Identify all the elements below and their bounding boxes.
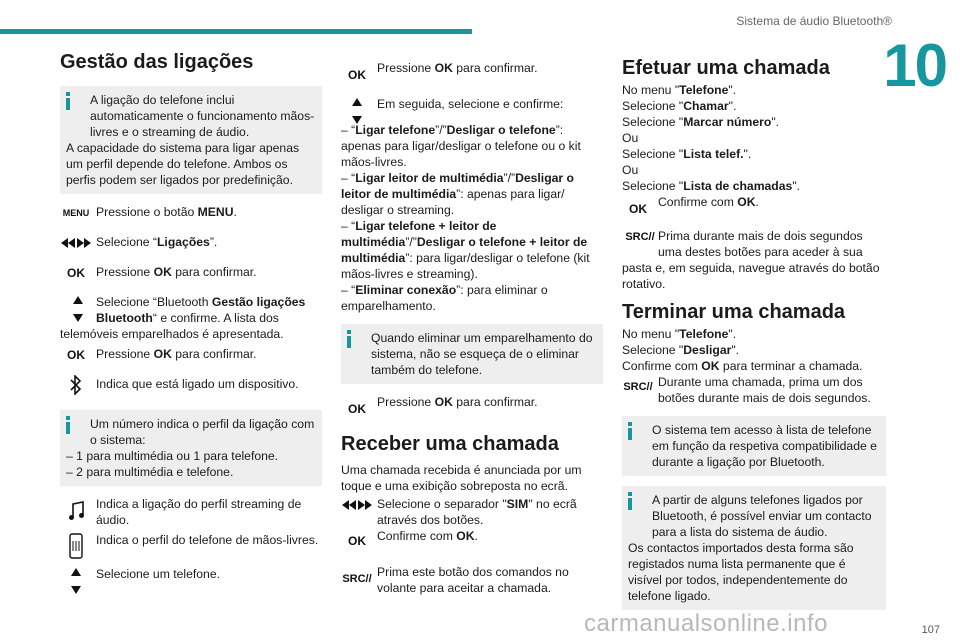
step-bluetooth: Selecione “Bluetooth Gestão ligações Bluetooth“ e confirme. A lista dos telemóveis emparelhados é apresentada. [60, 295, 306, 341]
heading-terminar: Terminar uma chamada [622, 301, 846, 323]
column-right [622, 56, 886, 620]
options-list [341, 122, 603, 314]
list-item: – “Ligar leitor de multimédia”/”Desligar o leitor de multimédia”: apenas para ligar/ desligar o streaming. [341, 171, 574, 217]
step-select-phone: Selecione um telefone. [60, 566, 322, 586]
column-left [60, 50, 322, 596]
step-confirm-ok: OK Confirme com OK. [622, 194, 886, 214]
step-streaming: Indica a ligação do perfil streaming de áudio. [60, 496, 322, 528]
step-handsfree: Indica o perfil do telefone de mãos-livres. [60, 532, 322, 552]
page-number: 107 [921, 624, 940, 636]
call-steps: No menu "Telefone". Selecione "Chamar". Selecione "Marcar número". Ou Selecione "Lista telef.". Ou Selecione "Lista de chamadas". [622, 83, 801, 193]
up-down-arrows-icon [341, 96, 373, 126]
menu-button-icon: MENU [62, 208, 90, 218]
src-button-icon: SRC // [342, 573, 372, 585]
info-icon [66, 416, 70, 434]
heading-efetuar: Efetuar uma chamada [622, 57, 830, 79]
watermark: carmanualsonline.info [584, 610, 828, 637]
step-hang-up: SRC // Durante uma chamada, prima um dos botões durante mais de dois segundos. [623, 375, 871, 405]
info-icon [347, 330, 351, 348]
end-steps: No menu "Telefone". Selecione "Desligar". Confirme com OK para terminar a chamada. [622, 327, 863, 373]
info-icon [66, 92, 70, 110]
paragraph: Uma chamada recebida é anunciada por um toque e uma exibição sobreposta no ecrã. [341, 463, 582, 493]
info-box [60, 86, 322, 194]
ok-button-icon: OK [348, 68, 366, 82]
heading-gestao: Gestão das ligações [60, 51, 254, 73]
list-item: – “Ligar telefone + leitor de multimédia”/”Desligar o telefone + leitor de multimédia”: para ligar/desligar o telefone (kit mãos-livres e streaming). [341, 219, 590, 281]
header-accent-bar [0, 29, 472, 34]
ok-button-icon: OK [67, 348, 85, 362]
info-text: A ligação do telefone inclui automaticamente o funcionamento mãos-livres e o streaming de áudio. [90, 93, 315, 139]
step-ok-confirm: OK Pressione OK para confirmar. [341, 60, 603, 80]
step-ok-1: OK Pressione OK para confirmar. [60, 264, 322, 284]
bluetooth-icon [60, 376, 92, 394]
step-ok-confirm-2: OK Pressione OK para confirmar. [341, 394, 603, 414]
phone-icon [60, 532, 92, 560]
ok-button-icon: OK [629, 202, 647, 216]
ok-button-icon: OK [348, 402, 366, 416]
music-note-icon [60, 496, 92, 526]
info-box: Um número indica o perfil da ligação com o sistema: – 1 para multimédia ou 1 para telefone. – 2 para multimédia e telefone. [60, 410, 322, 486]
info-box: A partir de alguns telefones ligados por Bluetooth, é possível enviar um contacto para a lista do sistema de áudio. Os contactos importados desta forma são registados numa lista permanente que é visível por todos, independentemente do telefone ligado. [622, 486, 886, 610]
list-item: – “Ligar telefone”/”Desligar o telefone”: apenas para ligar/desligar o telefone ou o kit mãos-livres. [341, 123, 581, 169]
step-ligacoes: Selecione “Ligações”. [60, 234, 322, 254]
step-accept-call: SRC // Prima este botão dos comandos no volante para aceitar a chamada. [342, 565, 569, 595]
step-hold-src: SRC // Prima durante mais de dois segundos uma destes botões para aceder à sua pasta e, em seguida, navegue através do botão rotativo. [622, 229, 880, 291]
ok-button-icon: OK [67, 266, 85, 280]
up-down-arrows-icon [60, 566, 92, 596]
up-down-arrows-icon [60, 294, 96, 324]
step-confirm-ok: OK Confirme com OK. [341, 528, 603, 548]
running-header: Sistema de áudio Bluetooth® [736, 14, 892, 28]
step-select-confirm: Em seguida, selecione e confirme: [341, 96, 603, 116]
step-menu: MENU Pressione o botão MENU. [60, 204, 322, 224]
ok-button-icon: OK [348, 534, 366, 548]
step-sim: Selecione o separador "SIM" no ecrã através dos botões. [341, 496, 603, 528]
info-box: O sistema tem acesso à lista de telefone em função da respetiva compatibilidade e durante a ligação por Bluetooth. [622, 416, 886, 476]
chapter-number: 10 [883, 32, 946, 99]
list-item: – “Eliminar conexão”: para eliminar o emparelhamento. [341, 283, 548, 313]
info-icon [628, 422, 632, 440]
left-right-arrows-icon [60, 234, 92, 252]
src-button-icon: SRC // [623, 381, 653, 393]
info-text: A capacidade do sistema para ligar apenas um perfil depende do telefone. Ambos os perfis podem ser ligados por predefinição. [66, 141, 300, 187]
step-bluetooth-connected: Indica que está ligado um dispositivo. [60, 376, 322, 396]
left-right-arrows-icon [341, 496, 373, 514]
column-middle [341, 60, 603, 606]
src-button-icon: SRC // [625, 231, 655, 243]
info-box: Quando eliminar um emparelhamento do sistema, não se esqueça de o eliminar também do telefone. [341, 324, 603, 384]
info-icon [628, 492, 632, 510]
step-ok-2: OK Pressione OK para confirmar. [60, 346, 322, 366]
heading-receber: Receber uma chamada [341, 433, 559, 455]
